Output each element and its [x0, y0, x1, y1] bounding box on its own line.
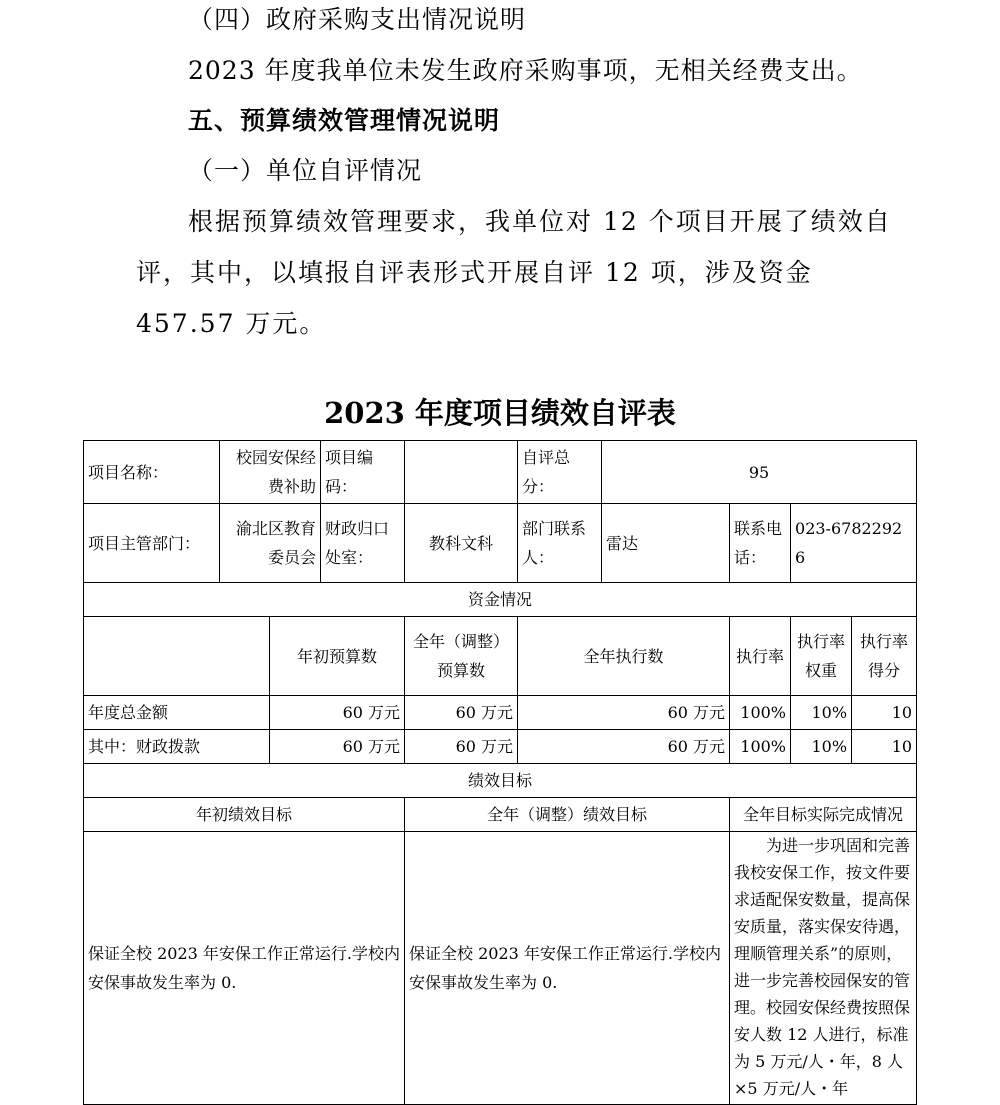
sub1-heading: （一）单位自评情况	[188, 156, 423, 185]
goal-adjusted-header: 全年（调整）绩效目标	[405, 798, 730, 832]
performance-table	[83, 440, 917, 1105]
col-initial: 年初预算数	[270, 617, 405, 696]
row-adjusted: 60 万元	[405, 696, 518, 730]
total-score: 95	[602, 441, 917, 504]
dept: 渝北区教育委员会	[220, 504, 321, 583]
row-executed: 60 万元	[518, 696, 730, 730]
col-adjusted: 全年（调整）预算数	[405, 617, 518, 696]
project-code	[405, 441, 518, 504]
office-label: 财政归口处室：	[321, 504, 405, 583]
contact-label: 部门联系人：	[518, 504, 602, 583]
goal-adjusted: 保证全校 2023 年安保工作正常运行.学校内安保事故发生率为 0.	[405, 832, 730, 1105]
office: 教科文科	[405, 504, 518, 583]
col-score: 执行率得分	[852, 617, 917, 696]
row-initial: 60 万元	[270, 696, 405, 730]
goals-header: 绩效目标	[84, 764, 917, 798]
section5-heading: 五、预算绩效管理情况说明	[188, 106, 501, 135]
row-rate: 100%	[730, 730, 791, 764]
table-row	[84, 583, 917, 617]
project-name-label: 项目名称：	[84, 441, 220, 504]
funds-header: 资金情况	[84, 583, 917, 617]
goal-actual: 为进一步巩固和完善我校安保工作，按文件要求适配保安数量，提高保安质量，落实保安待遇，理顺管理关系”的原则，进一步完善校园保安的管理。校园安保经费按照保安人数 12 人进行，标准为 5 万元/人・年，8 人×5 万元/人・年	[730, 832, 917, 1105]
row-initial: 60 万元	[270, 730, 405, 764]
col-rate: 执行率	[730, 617, 791, 696]
goal-initial-header: 年初绩效目标	[84, 798, 405, 832]
section4-heading: （四）政府采购支出情况说明	[188, 5, 527, 34]
table-row	[84, 798, 917, 832]
dept-label: 项目主管部门：	[84, 504, 220, 583]
contact: 雷达	[602, 504, 730, 583]
funds-corner	[84, 617, 270, 696]
row-label: 年度总金额	[84, 696, 270, 730]
table-row	[84, 617, 917, 696]
project-code-label: 项目编码：	[321, 441, 405, 504]
table-row	[84, 696, 917, 730]
row-score: 10	[852, 696, 917, 730]
row-score: 10	[852, 730, 917, 764]
table-row	[84, 764, 917, 798]
sub1-text: 根据预算绩效管理要求，我单位对 12 个项目开展了绩效自评，其中，以填报自评表形式开展自评 12 项，涉及资金 457.57 万元。	[136, 207, 892, 338]
row-weight: 10%	[791, 696, 852, 730]
row-rate: 100%	[730, 696, 791, 730]
score-label: 自评总分：	[518, 441, 602, 504]
row-weight: 10%	[791, 730, 852, 764]
table-title: 2023 年度项目绩效自评表	[324, 396, 676, 430]
col-executed: 全年执行数	[518, 617, 730, 696]
table-row	[84, 832, 917, 1105]
row-adjusted: 60 万元	[405, 730, 518, 764]
goal-initial: 保证全校 2023 年安保工作正常运行.学校内安保事故发生率为 0.	[84, 832, 405, 1105]
section4-text: 2023 年度我单位未发生政府采购事项，无相关经费支出。	[188, 56, 863, 85]
table-row	[84, 441, 917, 504]
phone-label: 联系电话：	[730, 504, 791, 583]
project-name: 校园安保经费补助	[220, 441, 321, 504]
row-label: 其中：财政拨款	[84, 730, 270, 764]
col-weight: 执行率权重	[791, 617, 852, 696]
table-row	[84, 504, 917, 583]
row-executed: 60 万元	[518, 730, 730, 764]
table-row	[84, 730, 917, 764]
goal-actual-header: 全年目标实际完成情况	[730, 798, 917, 832]
phone: 023-67822926	[791, 504, 917, 583]
